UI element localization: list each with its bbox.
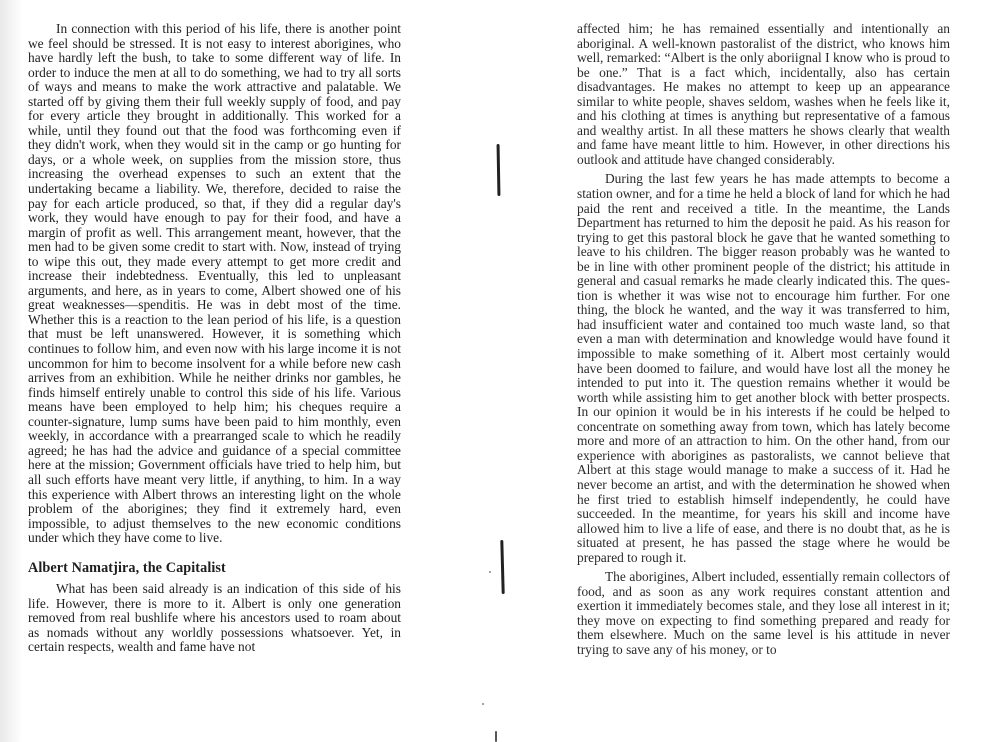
left-paragraph-1: In connection with this period of his life, there is another point we feel should be stressed. It is not easy to interest aborigines, who have hardly left the bush, to take to some different way of life. In order to induce the men at all to do something, we had to try all sorts of ways and means to make the work attractive and palatable. We started off by giving them their full weekly supply of food, and pay for every article they brought in additionally. This worked for a while, until they found out that the food was forthcoming even if they didn't work, when they would sit in the camp or go hunting for days, or a whole week, on supplies from the mission store, thus increasing the overhead expenses to such an extent that the undertaking became a liability. We, therefore, decided to raise the pay for each article produced, so that, if they did a regular day's work, they would have enough to pay for their food, and have a margin of profit as well. This arrangement meant, however, that the men had to be given some credit to start with. Now, instead of trying to wipe this out, they made every attempt to get more credit and increase their indebtedness. Eventually, this led to unpleasant arguments, and here, as in years to come, Albert showed one of his great weaknesses—spenditis. He was in debt most of the time. Whether this is a reaction to the lean period of his life, is a question that must be left unanswered. However, it is something which continues to follow him, and even now with his large income it is not uncommon for him to become insolvent for a while before new cash arrives from an exhibition. While he neither drinks nor gambles, he finds himself entirely unable to control this side of his life. Various means have been employed to help him; his cheques require a counter-signature, lump sums have been paid to him monthly, even weekly, in accordance with a prearranged scale to which he readily agreed; he has had the advice and guidance of a special committee here at the mission; Government officials have tried to help him, but all such efforts have meant very little, if anything, to him. In a way this experience with Albert throws an interesting light on the whole problem of the aborigines; they find it extremely hard, even impossible, to adjust themselves to the new economic conditions under which they have come to live.	[28, 21, 401, 546]
binding-edge-mark	[495, 731, 497, 742]
binding-staple-mark-bottom	[500, 540, 504, 594]
right-paragraph-3: The aborigines, Albert included, essentially remain collectors of food, and as soon as any work requires constant attention and exertion it immediately becomes stale, and they lose all interest in it; they move on expecting to find something prepared and ready for them elsewhere. Much on the same level is his attitude in never trying to save any of his money, or to	[577, 569, 950, 657]
scan-speck	[482, 703, 484, 705]
left-paragraph-2: What has been said already is an indication of this side of his life. However, there is more to it. Albert is only one generation removed from real bushlife where his ancestors used to roam about as nomads without any worldly possessions whatsoever. Yet, in certain respects, wealth and fame have not	[28, 581, 401, 655]
left-page-column	[28, 22, 401, 660]
right-paragraph-2: During the last few years he has made attempts to become a station owner, and for a time he held a block of land for which he had paid the rent and received a title. In the meantime, the Lands Department has returned to him the deposit he paid. As his reason for trying to get this pastoral block he gave that he wanted something to leave to his children. The bigger reason probably was he wanted to be in line with other prominent people of the district; his attitude in general and casual remarks he made clearly indicated this. The question is whether it was wise not to encourage him further. For one thing, the block he wanted, and the way it was transferred to him, had insufficient water and contained too much waste land, so that even a man with determination and knowledge would have found it impossible to make something of it. Albert most certainly would have been doomed to failure, and would have lost all the money he intended to put into it. The question remains whether it would be worth while assisting him to get another block with better prospects. In our opinion it would be in his interests if he could be helped to concentrate on something away from town, which has lately become more and more of an attraction to him. On the other hand, from our experience with aborigines as pastoralists, we cannot believe that Albert at this stage would manage to make a success of it. Had he never become an artist, and with the determination he showed when he first tried to establish himself independently, he could have succeeded. In the meantime, for years his skill and income have allowed him to live a life of ease, and there is no doubt that, as he is situated at present, he has passed the stage where he would be prepared to rough it.	[577, 171, 950, 565]
scan-shadow-edge	[0, 0, 22, 742]
binding-staple-mark-top	[497, 144, 501, 196]
scan-speck	[489, 571, 491, 573]
section-heading: Albert Namatjira, the Capitalist	[28, 559, 226, 576]
right-paragraph-1: affected him; he has remained essentially and intentionally an aboriginal. A well-known pastoralist of the district, who knows him well, remarked: “Albert is the only aboriignal I know who is proud to be one.” That is a fact which, incidentally, also has certain disadvantages. He makes no attempt to keep up an appearance similar to white people, shaves seldom, washes when he feels like it, and his clothing at times is anything but representative of a famous and wealthy artist. In all these matters he shows clearly that wealth and fame have meant little to him. However, in other directions his outlook and attitude have changed considerably.	[577, 21, 950, 167]
right-page-column	[577, 22, 950, 663]
